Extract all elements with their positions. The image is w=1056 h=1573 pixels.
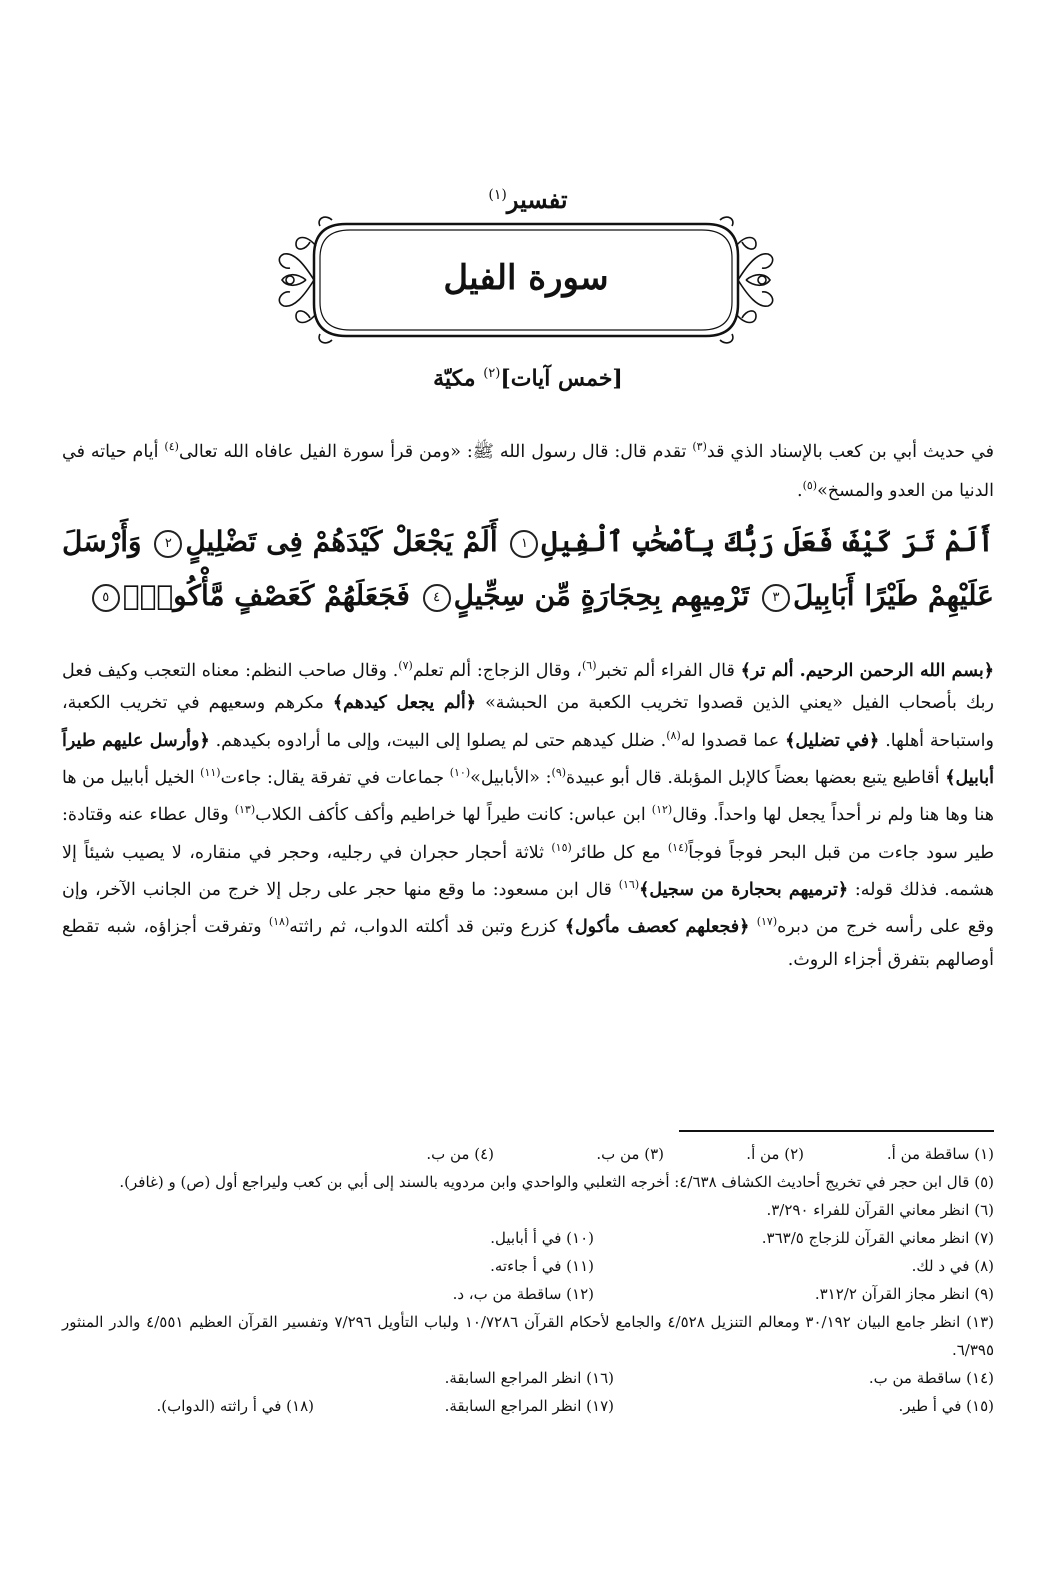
intro-text: أيام حياته في الدنيا من العدو والمسخ» <box>62 441 994 501</box>
quoted-verse: ﴿ألم يجعل كيدهم﴾ <box>332 693 476 714</box>
footnote-ref: (٦) <box>582 659 597 672</box>
footnote-ref: (١٧) <box>756 915 778 929</box>
verse-1: أَلَمْ تَرَ كَيْفَ فَعَلَ رَبُّكَ بِأَصْحَٰبِ ٱلْفِيلِ <box>541 525 995 558</box>
footnote-ref: (٢) <box>483 366 501 381</box>
footnote-row <box>62 1140 994 1168</box>
footnote-ref: (١٠) <box>449 766 471 780</box>
body-text: ثلاثة أحجار حجران في رجليه، وحجر في منقاره، لا يصيب شيئاً إلا هشمه. فذلك قوله: <box>62 842 994 900</box>
footnote-11: (١١) في أ جاءته. <box>490 1257 594 1275</box>
body-text: مكرهم وسعيهم في تخريب الكعبة، واستباحة أهلها. <box>62 693 994 751</box>
footnote-18: (١٨) في أ راثته (الدواب). <box>156 1397 314 1415</box>
verse-3: وَأَرْسَلَ عَلَيْهِمْ طَيْرًا أَبَابِيلَ <box>62 525 994 612</box>
quoted-verse: ﴿ترميهم بحجارة من سجيل﴾ <box>639 879 849 900</box>
footnote-ref: (١٦) <box>618 878 640 892</box>
body-text: قال ابن مسعود: ما وقع منها حجر على رجل إلا خرج من الجانب الآخر، وإن وقع على رأسه خرج من دبره <box>62 879 994 938</box>
intro-paragraph <box>62 430 994 508</box>
footnote-17: (١٧) انظر المراجع السابقة. <box>444 1397 614 1415</box>
footnote-ref: (١٢) <box>651 803 673 817</box>
footnote-4: (٤) من ب. <box>426 1145 494 1163</box>
intro-text: . <box>797 480 803 501</box>
verse-number-icon: ١ <box>510 530 538 558</box>
footnote-5: (٥) قال ابن حجر في تخريج أحاديث الكشاف ٤/٦٣٨: أخرجه الثعلبي والواحدي وابن مردويه بالسند إلى أبي بن كعب وليراجع أول (ص) و (غافر). <box>119 1173 994 1191</box>
footnote-ref: (٧) <box>398 659 413 672</box>
body-text <box>749 917 756 937</box>
ayat-count-line <box>0 356 1056 396</box>
footnote-row <box>62 1364 994 1392</box>
footnote-row <box>62 1280 994 1308</box>
quoted-verse: ﴿وأرسل عليهم طيراً أبابيل﴾ <box>62 730 994 788</box>
quoted-verse: ﴿في تضليل﴾ <box>785 730 880 751</box>
footnote-ref: (١١) <box>200 766 221 780</box>
body-text: : «الأبابيل» <box>470 767 552 788</box>
footnote-10: (١٠) في أ أبابيل. <box>490 1229 594 1247</box>
body-text: أقاطيع يتبع بعضها بعضاً كالإبل المؤبلة. قال أبو عبيدة <box>566 767 946 788</box>
tafsir-heading <box>0 180 1056 215</box>
body-text: قال الفراء ألم تخبر <box>596 660 741 681</box>
footnote-13: (١٣) انظر جامع البيان ٣٠/١٩٢ ومعالم التنزيل ٤/٥٢٨ والجامع لأحكام القرآن ١٠/٧٢٨٦ ولباب التأويل ٧/٢٩٦ وتفسير القرآن العظيم ٤/٥٥١ والدر المنثور ٦/٣٩٥. <box>62 1313 994 1359</box>
footnote-ref: (١٨) <box>268 915 290 929</box>
footnote-divider <box>679 1130 994 1132</box>
ayat-count: [خمس آيات] <box>500 365 623 392</box>
body-text: وقال عطاء عنه وقتادة: طير سود جاءت من قبل البحر فوجاً فوجاً <box>62 805 994 863</box>
footnote-ref: (٥) <box>802 478 818 492</box>
makki-label: مكيّة <box>433 365 484 392</box>
body-text: كزرع وتبن قد أكلته الدواب، ثم راثته <box>289 917 565 938</box>
footnote-row <box>62 1224 994 1252</box>
footnote-2: (٢) من أ. <box>746 1145 804 1163</box>
body-text: . وقال صاحب النظم: معناه التعجب وكيف فعل ربك بأصحاب الفيل «يعني الذين قصدوا تخريب الكعبة من الحبشة» <box>62 660 995 714</box>
tafsir-body <box>62 650 994 976</box>
tafsir-label: تفسير <box>506 185 568 214</box>
footnote-3: (٣) من ب. <box>596 1145 664 1163</box>
surah-title-cartouche <box>276 212 776 348</box>
verse-4: تَرْمِيهِم بِحِجَارَةٍ مِّن سِجِّيلٍ <box>453 579 750 612</box>
footnote-1: (١) ساقطة من أ. <box>886 1145 994 1163</box>
footnote-ref: (١٣) <box>234 803 256 817</box>
footnotes <box>62 1140 994 1420</box>
body-text: وتفرقت أجزاؤه، شبه تقطع أوصالهم بتفرق أجزاء الروث. <box>62 917 994 970</box>
footnote-ref: (٩) <box>551 766 567 780</box>
footnote-8: (٨) في د لك. <box>911 1257 994 1275</box>
body-text: ابن عباس: كانت طيراً لها خراطيم وأكف كأكف الكلاب <box>255 805 652 826</box>
footnote-ref: (١٤) <box>667 840 689 854</box>
footnote-12: (١٢) ساقطة من ب، د. <box>452 1285 594 1303</box>
footnote-9: (٩) انظر مجاز القرآن ٣١٢/٢. <box>814 1285 994 1303</box>
body-text: . ضلل كيدهم حتى لم يصلوا إلى البيت، وإلى ما أرادوه بكيدهم. <box>209 730 667 751</box>
footnote-ref: (٤) <box>164 440 179 453</box>
footnote-row <box>62 1252 994 1280</box>
body-text: جماعات في تفرقة يقال: جاءت <box>220 767 450 788</box>
footnote-row <box>62 1392 994 1420</box>
footnote-16: (١٦) انظر المراجع السابقة. <box>444 1369 614 1387</box>
body-text: عما قصدوا له <box>680 730 786 751</box>
footnote-7: (٧) انظر معاني القرآن للزجاج ٣٦٣/٥. <box>761 1229 994 1247</box>
intro-text: في حديث أبي بن كعب بالإسناد الذي قد <box>706 441 994 462</box>
footnote-6: (٦) انظر معاني القرآن للفراء ٣/٢٩٠. <box>766 1201 994 1219</box>
verse-2: أَلَمْ يَجْعَلْ كَيْدَهُمْ فِى تَضْلِيلٍ <box>185 525 498 558</box>
footnote-ref: (٨) <box>666 728 681 742</box>
footnote-ref: (١) <box>488 187 507 203</box>
body-text: الخيل أبابيل من ها هنا وها هنا ولم نر أحداً يجعل لها واحداً. وقال <box>62 767 994 826</box>
intro-text: تقدم قال: قال رسول الله ﷺ: «ومن قرأ سورة الفيل عافاه الله تعالى <box>178 441 693 462</box>
verse-5: فَجَعَلَهُمْ كَعَصْفٍ مَّأْكُولٍۭ <box>122 579 410 612</box>
verse-number-icon: ٣ <box>762 584 790 612</box>
verse-number-icon: ٢ <box>154 530 182 558</box>
quoted-verse: ﴿فجعلهم كعصف مأكول﴾ <box>564 917 750 938</box>
footnote-ref: (٣) <box>692 440 707 453</box>
surah-title: سورة الفيل <box>443 258 609 298</box>
verse-number-icon: ٥ <box>92 584 120 612</box>
footnote-15: (١٥) في أ طير. <box>898 1397 994 1415</box>
footnote-14: (١٤) ساقطة من ب. <box>868 1369 994 1387</box>
quoted-verse: ﴿بسم الله الرحمن الرحيم. ألم تر﴾ <box>740 660 994 681</box>
footnote-ref: (١٥) <box>551 840 572 854</box>
footnote-row <box>62 1196 994 1224</box>
quran-verses <box>62 515 994 623</box>
body-text: ، وقال الزجاج: ألم تعلم <box>412 660 582 681</box>
body-text: مع كل طائر <box>571 842 668 863</box>
verse-number-icon: ٤ <box>423 584 451 612</box>
